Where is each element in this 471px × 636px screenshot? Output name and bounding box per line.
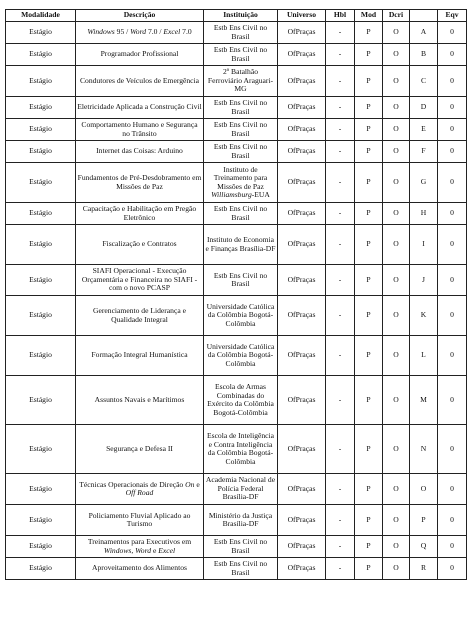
table-row (6, 97, 467, 119)
header-mod: Mod (355, 10, 383, 22)
table-body (6, 22, 467, 580)
cell-universo: OfPraças (278, 336, 326, 376)
cell-letra: I (410, 225, 438, 265)
cell-eqv: 0 (438, 44, 467, 66)
cell-instituicao: Estb Ens Civil no Brasil (204, 97, 278, 119)
table-row (6, 536, 467, 558)
cell-eqv: 0 (438, 296, 467, 336)
cell-descricao: Windows 95 / Word 7.0 / Excel 7.0 (76, 22, 204, 44)
cell-letra: B (410, 44, 438, 66)
cell-letra: O (410, 474, 438, 505)
cell-modalidade: Estágio (6, 203, 76, 225)
cell-descricao: Formação Integral Humanística (76, 336, 204, 376)
cell-mod: P (355, 203, 383, 225)
cell-eqv: 0 (438, 425, 467, 474)
cell-mod: P (355, 536, 383, 558)
cell-letra: N (410, 425, 438, 474)
cell-instituicao: Universidade Católica da Colômbia Bogotá-Colômbia (204, 336, 278, 376)
header-instituicao: Instituição (204, 10, 278, 22)
cell-hbl: - (326, 119, 355, 141)
cell-universo: OfPraças (278, 536, 326, 558)
cell-universo: OfPraças (278, 203, 326, 225)
cell-descricao: Assuntos Navais e Marítimos (76, 376, 204, 425)
cell-letra: A (410, 22, 438, 44)
header-dcri: Dcri (383, 10, 410, 22)
cell-modalidade: Estágio (6, 474, 76, 505)
table-row (6, 336, 467, 376)
cell-modalidade: Estágio (6, 97, 76, 119)
table-row (6, 558, 467, 580)
cell-mod: P (355, 505, 383, 536)
cell-letra: H (410, 203, 438, 225)
cell-instituicao: 2º Batalhão Ferroviário Araguari-MG (204, 66, 278, 97)
cell-modalidade: Estágio (6, 425, 76, 474)
cell-mod: P (355, 22, 383, 44)
cell-instituicao: Ministério da Justiça Brasília-DF (204, 505, 278, 536)
cell-universo: OfPraças (278, 296, 326, 336)
cell-instituicao: Instituto de Treinamento para Missões de Paz Williamsburg-EUA (204, 163, 278, 203)
cell-hbl: - (326, 225, 355, 265)
cell-dcri: O (383, 225, 410, 265)
courses-table (5, 9, 467, 580)
cell-mod: P (355, 97, 383, 119)
cell-dcri: O (383, 536, 410, 558)
cell-dcri: O (383, 296, 410, 336)
cell-eqv: 0 (438, 97, 467, 119)
cell-dcri: O (383, 44, 410, 66)
cell-dcri: O (383, 376, 410, 425)
cell-descricao: Condutores de Veículos de Emergência (76, 66, 204, 97)
cell-modalidade: Estágio (6, 376, 76, 425)
cell-universo: OfPraças (278, 376, 326, 425)
cell-mod: P (355, 225, 383, 265)
cell-mod: P (355, 66, 383, 97)
cell-descricao: Gerenciamento de Liderança e Qualidade Integral (76, 296, 204, 336)
cell-universo: OfPraças (278, 66, 326, 97)
cell-dcri: O (383, 558, 410, 580)
cell-mod: P (355, 141, 383, 163)
header-modalidade: Modalidade (6, 10, 76, 22)
cell-dcri: O (383, 505, 410, 536)
cell-letra: J (410, 265, 438, 296)
cell-eqv: 0 (438, 225, 467, 265)
cell-universo: OfPraças (278, 22, 326, 44)
cell-instituicao: Escola de Inteligência e Contra Inteligência da Colômbia Bogotá-Colômbia (204, 425, 278, 474)
header-universo: Universo (278, 10, 326, 22)
table-row (6, 203, 467, 225)
cell-universo: OfPraças (278, 425, 326, 474)
cell-mod: P (355, 265, 383, 296)
cell-universo: OfPraças (278, 505, 326, 536)
cell-dcri: O (383, 203, 410, 225)
cell-mod: P (355, 376, 383, 425)
cell-mod: P (355, 474, 383, 505)
cell-instituicao: Universidade Católica da Colômbia Bogotá-Colômbia (204, 296, 278, 336)
cell-hbl: - (326, 425, 355, 474)
cell-universo: OfPraças (278, 474, 326, 505)
cell-instituicao: Academia Nacional de Polícia Federal Brasília-DF (204, 474, 278, 505)
cell-dcri: O (383, 22, 410, 44)
cell-instituicao: Escola de Armas Combinadas do Exército da Colômbia Bogotá-Colômbia (204, 376, 278, 425)
header-descricao: Descrição (76, 10, 204, 22)
table-row (6, 119, 467, 141)
cell-modalidade: Estágio (6, 66, 76, 97)
cell-instituicao: Estb Ens Civil no Brasil (204, 141, 278, 163)
cell-dcri: O (383, 66, 410, 97)
cell-eqv: 0 (438, 474, 467, 505)
table-row (6, 66, 467, 97)
cell-universo: OfPraças (278, 225, 326, 265)
cell-descricao: Técnicas Operacionais de Direção On e Off Road (76, 474, 204, 505)
cell-descricao: Treinamentos para Executivos em Windows, Word e Excel (76, 536, 204, 558)
cell-eqv: 0 (438, 376, 467, 425)
cell-hbl: - (326, 296, 355, 336)
cell-descricao: SIAFI Operacional - Execução Orçamentária e Financeira no SIAFI - com o novo PCASP (76, 265, 204, 296)
cell-descricao: Fiscalização e Contratos (76, 225, 204, 265)
cell-eqv: 0 (438, 22, 467, 44)
cell-letra: E (410, 119, 438, 141)
cell-dcri: O (383, 474, 410, 505)
cell-universo: OfPraças (278, 558, 326, 580)
table-row (6, 296, 467, 336)
cell-descricao: Capacitação e Habilitação em Pregão Eletrônico (76, 203, 204, 225)
cell-mod: P (355, 296, 383, 336)
cell-hbl: - (326, 97, 355, 119)
cell-descricao: Segurança e Defesa II (76, 425, 204, 474)
cell-descricao: Policiamento Fluvial Aplicado ao Turismo (76, 505, 204, 536)
cell-eqv: 0 (438, 505, 467, 536)
cell-universo: OfPraças (278, 44, 326, 66)
cell-letra: Q (410, 536, 438, 558)
cell-hbl: - (326, 558, 355, 580)
table-header-row (6, 10, 467, 22)
cell-descricao: Internet das Coisas: Arduino (76, 141, 204, 163)
cell-instituicao: Estb Ens Civil no Brasil (204, 119, 278, 141)
cell-universo: OfPraças (278, 97, 326, 119)
table-row (6, 376, 467, 425)
cell-modalidade: Estágio (6, 163, 76, 203)
cell-descricao: Comportamento Humano e Segurança no Trânsito (76, 119, 204, 141)
cell-hbl: - (326, 474, 355, 505)
cell-modalidade: Estágio (6, 44, 76, 66)
cell-letra: G (410, 163, 438, 203)
cell-modalidade: Estágio (6, 336, 76, 376)
header-eqv: Eqv (438, 10, 467, 22)
cell-universo: OfPraças (278, 119, 326, 141)
cell-mod: P (355, 425, 383, 474)
table-row (6, 474, 467, 505)
cell-hbl: - (326, 376, 355, 425)
cell-hbl: - (326, 265, 355, 296)
cell-letra: D (410, 97, 438, 119)
cell-hbl: - (326, 22, 355, 44)
table-row (6, 425, 467, 474)
cell-instituicao: Estb Ens Civil no Brasil (204, 44, 278, 66)
cell-instituicao: Estb Ens Civil no Brasil (204, 203, 278, 225)
cell-modalidade: Estágio (6, 296, 76, 336)
cell-mod: P (355, 163, 383, 203)
cell-instituicao: Estb Ens Civil no Brasil (204, 265, 278, 296)
table-row (6, 22, 467, 44)
cell-modalidade: Estágio (6, 22, 76, 44)
cell-descricao: Fundamentos de Pré-Desdobramento em Missões de Paz (76, 163, 204, 203)
table-row (6, 44, 467, 66)
cell-dcri: O (383, 141, 410, 163)
cell-universo: OfPraças (278, 163, 326, 203)
cell-modalidade: Estágio (6, 225, 76, 265)
cell-modalidade: Estágio (6, 141, 76, 163)
cell-eqv: 0 (438, 66, 467, 97)
cell-hbl: - (326, 536, 355, 558)
cell-universo: OfPraças (278, 141, 326, 163)
cell-modalidade: Estágio (6, 119, 76, 141)
cell-letra: K (410, 296, 438, 336)
cell-mod: P (355, 44, 383, 66)
cell-letra: P (410, 505, 438, 536)
cell-hbl: - (326, 203, 355, 225)
cell-dcri: O (383, 119, 410, 141)
cell-hbl: - (326, 44, 355, 66)
table-row (6, 265, 467, 296)
cell-hbl: - (326, 163, 355, 203)
cell-letra: R (410, 558, 438, 580)
cell-modalidade: Estágio (6, 265, 76, 296)
cell-dcri: O (383, 425, 410, 474)
cell-modalidade: Estágio (6, 505, 76, 536)
cell-modalidade: Estágio (6, 536, 76, 558)
cell-eqv: 0 (438, 265, 467, 296)
cell-hbl: - (326, 505, 355, 536)
cell-eqv: 0 (438, 203, 467, 225)
document-page (5, 9, 466, 580)
cell-mod: P (355, 558, 383, 580)
header-hbl: Hbl (326, 10, 355, 22)
cell-modalidade: Estágio (6, 558, 76, 580)
cell-dcri: O (383, 97, 410, 119)
cell-descricao: Eletricidade Aplicada a Construção Civil (76, 97, 204, 119)
cell-mod: P (355, 336, 383, 376)
cell-dcri: O (383, 163, 410, 203)
cell-hbl: - (326, 66, 355, 97)
cell-hbl: - (326, 141, 355, 163)
cell-mod: P (355, 119, 383, 141)
cell-hbl: - (326, 336, 355, 376)
cell-letra: L (410, 336, 438, 376)
cell-eqv: 0 (438, 141, 467, 163)
cell-dcri: O (383, 265, 410, 296)
cell-instituicao: Estb Ens Civil no Brasil (204, 558, 278, 580)
table-row (6, 163, 467, 203)
cell-letra: M (410, 376, 438, 425)
cell-eqv: 0 (438, 336, 467, 376)
cell-letra: F (410, 141, 438, 163)
cell-instituicao: Estb Ens Civil no Brasil (204, 536, 278, 558)
cell-eqv: 0 (438, 536, 467, 558)
table-row (6, 225, 467, 265)
cell-instituicao: Instituto de Economia e Finanças Brasília-DF (204, 225, 278, 265)
header-blank (410, 10, 438, 22)
cell-letra: C (410, 66, 438, 97)
cell-descricao: Programador Profissional (76, 44, 204, 66)
cell-descricao: Aproveitamento dos Alimentos (76, 558, 204, 580)
cell-eqv: 0 (438, 119, 467, 141)
table-row (6, 141, 467, 163)
cell-eqv: 0 (438, 558, 467, 580)
table-row (6, 505, 467, 536)
cell-eqv: 0 (438, 163, 467, 203)
cell-dcri: O (383, 336, 410, 376)
cell-instituicao: Estb Ens Civil no Brasil (204, 22, 278, 44)
cell-universo: OfPraças (278, 265, 326, 296)
